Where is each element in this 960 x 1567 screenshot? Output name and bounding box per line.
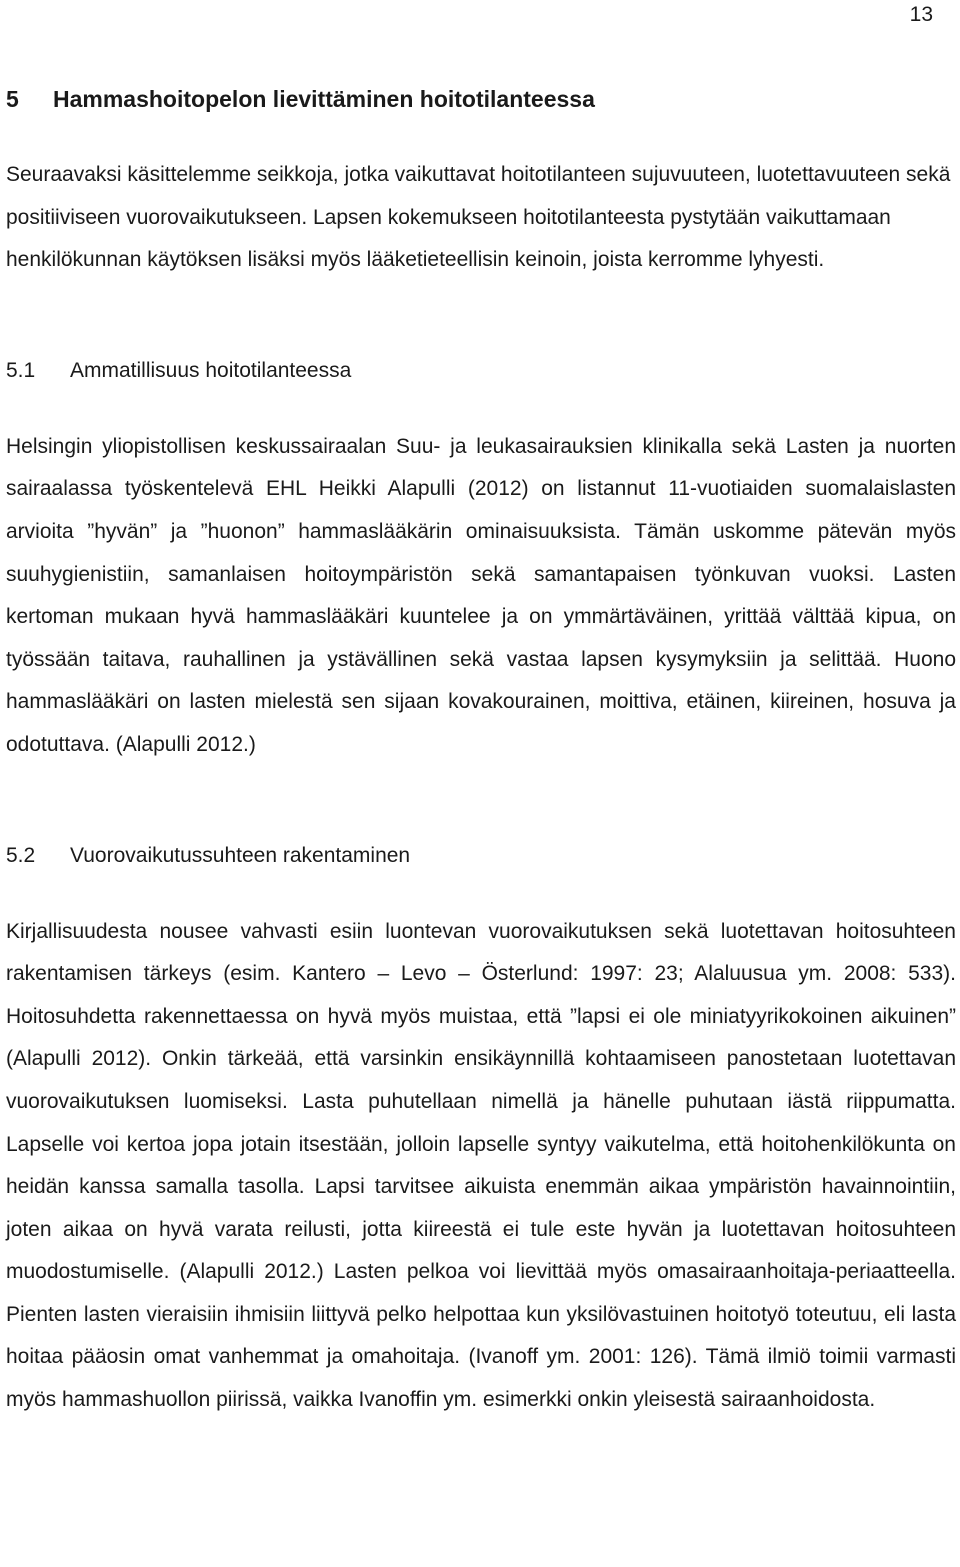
section-paragraph: Kirjallisuudesta nousee vahvasti esiin luontevan vuorovaikutuksen sekä luotettavan hoitosuhteen rakentamisen tärkeys (esim. Kantero – Levo – Österlund: 1997: 23; Alaluusua ym. 2008: 533). Hoitosuhdetta rakennettaessa on hyvä myös muistaa, että ”lapsi ei ole miniatyyrikokoinen aikuinen” (Alapulli 2012). Onkin tärkeää, että varsinkin ensikäynnillä kohtaamiseen panostetaan luotettavan vuorovaikutuksen luomiseksi. Lasta puhutellaan nimellä ja hänelle puhutaan iästä riippumatta. Lapselle voi kertoa jopa jotain itsestään, jolloin lapselle syntyy vaikutelma, että hoitohenkilökunta on heidän kanssa samalla tasolla. Lapsi tarvitsee aikuista enemmän aikaa ympäristön havainnointiin, joten aikaa on hyvä varata reilusti, jotta kiireestä ei tule este hyvän ja luotettavan hoitosuhteen muodostumiselle. (Alapulli 2012.) Lasten pelkoa voi lievittää myös omasairaanhoitaja-periaatteella. Pienten lasten vieraisiin ihmisiin liittyvä pelko helpottaa kun yksilövastuinen hoitotyö toteutuu, eli lasta hoitaa pääosin omat vanhemmat ja omahoitaja. (Ivanoff ym. 2001: 126). Tämä ilmiö toimii varmasti myös hammashuollon piirissä, vaikka Ivanoffin ym. esimerkki onkin yleisestä sairaanhoidosta. bbox=[6, 919, 956, 1412]
chapter-heading bbox=[6, 78, 956, 120]
intro-paragraph: Seuraavaksi käsittelemme seikkoja, jotka vaikuttavat hoitotilanteen sujuvuuteen, luotettavuuteen sekä positiiviseen vuorovaikutukseen. Lapsen kokemukseen hoitotilanteesta pystytään vaikuttamaan henkilökunnan käytöksen lisäksi myös lääketieteellisin keinoin, joista kerromme lyhyesti. bbox=[6, 163, 951, 272]
chapter-number: 5 bbox=[6, 86, 19, 112]
section-number: 5.2 bbox=[6, 843, 36, 867]
section-number: 5.1 bbox=[6, 358, 36, 382]
section-title: Ammatillisuus hoitotilanteessa bbox=[70, 358, 352, 382]
chapter-title: Hammashoitopelon lievittäminen hoitotilanteessa bbox=[53, 86, 595, 112]
page-number: 13 bbox=[909, 3, 933, 26]
section-title: Vuorovaikutussuhteen rakentaminen bbox=[70, 843, 411, 867]
section-heading bbox=[6, 350, 956, 392]
document-body bbox=[6, 78, 956, 1422]
section-heading bbox=[6, 835, 956, 877]
section-paragraph: Helsingin yliopistollisen keskussairaalan Suu- ja leukasairauksien klinikalla sekä Lasten ja nuorten sairaalassa työskentelevä EHL Heikki Alapulli (2012) on listannut 11-vuotiaiden suomalaislasten arvioita ”hyvän” ja ”huonon” hammaslääkärin ominaisuuksista. Tämän uskomme pätevän myös suuhygienistiin, samanlaisen hoitoympäristön sekä samantapaisen työnkuvan vuoksi. Lasten kertoman mukaan hyvä hammaslääkäri kuuntelee ja on ymmärtäväinen, yrittää välttää kipua, on työssään taitava, rauhallinen ja ystävällinen sekä vastaa lapsen kysymyksiin ja selittää. Huono hammaslääkäri on lasten mielestä sen sijaan kovakourainen, moittiva, etäinen, kiireinen, hosuva ja odotuttava. (Alapulli 2012.) bbox=[6, 434, 956, 756]
